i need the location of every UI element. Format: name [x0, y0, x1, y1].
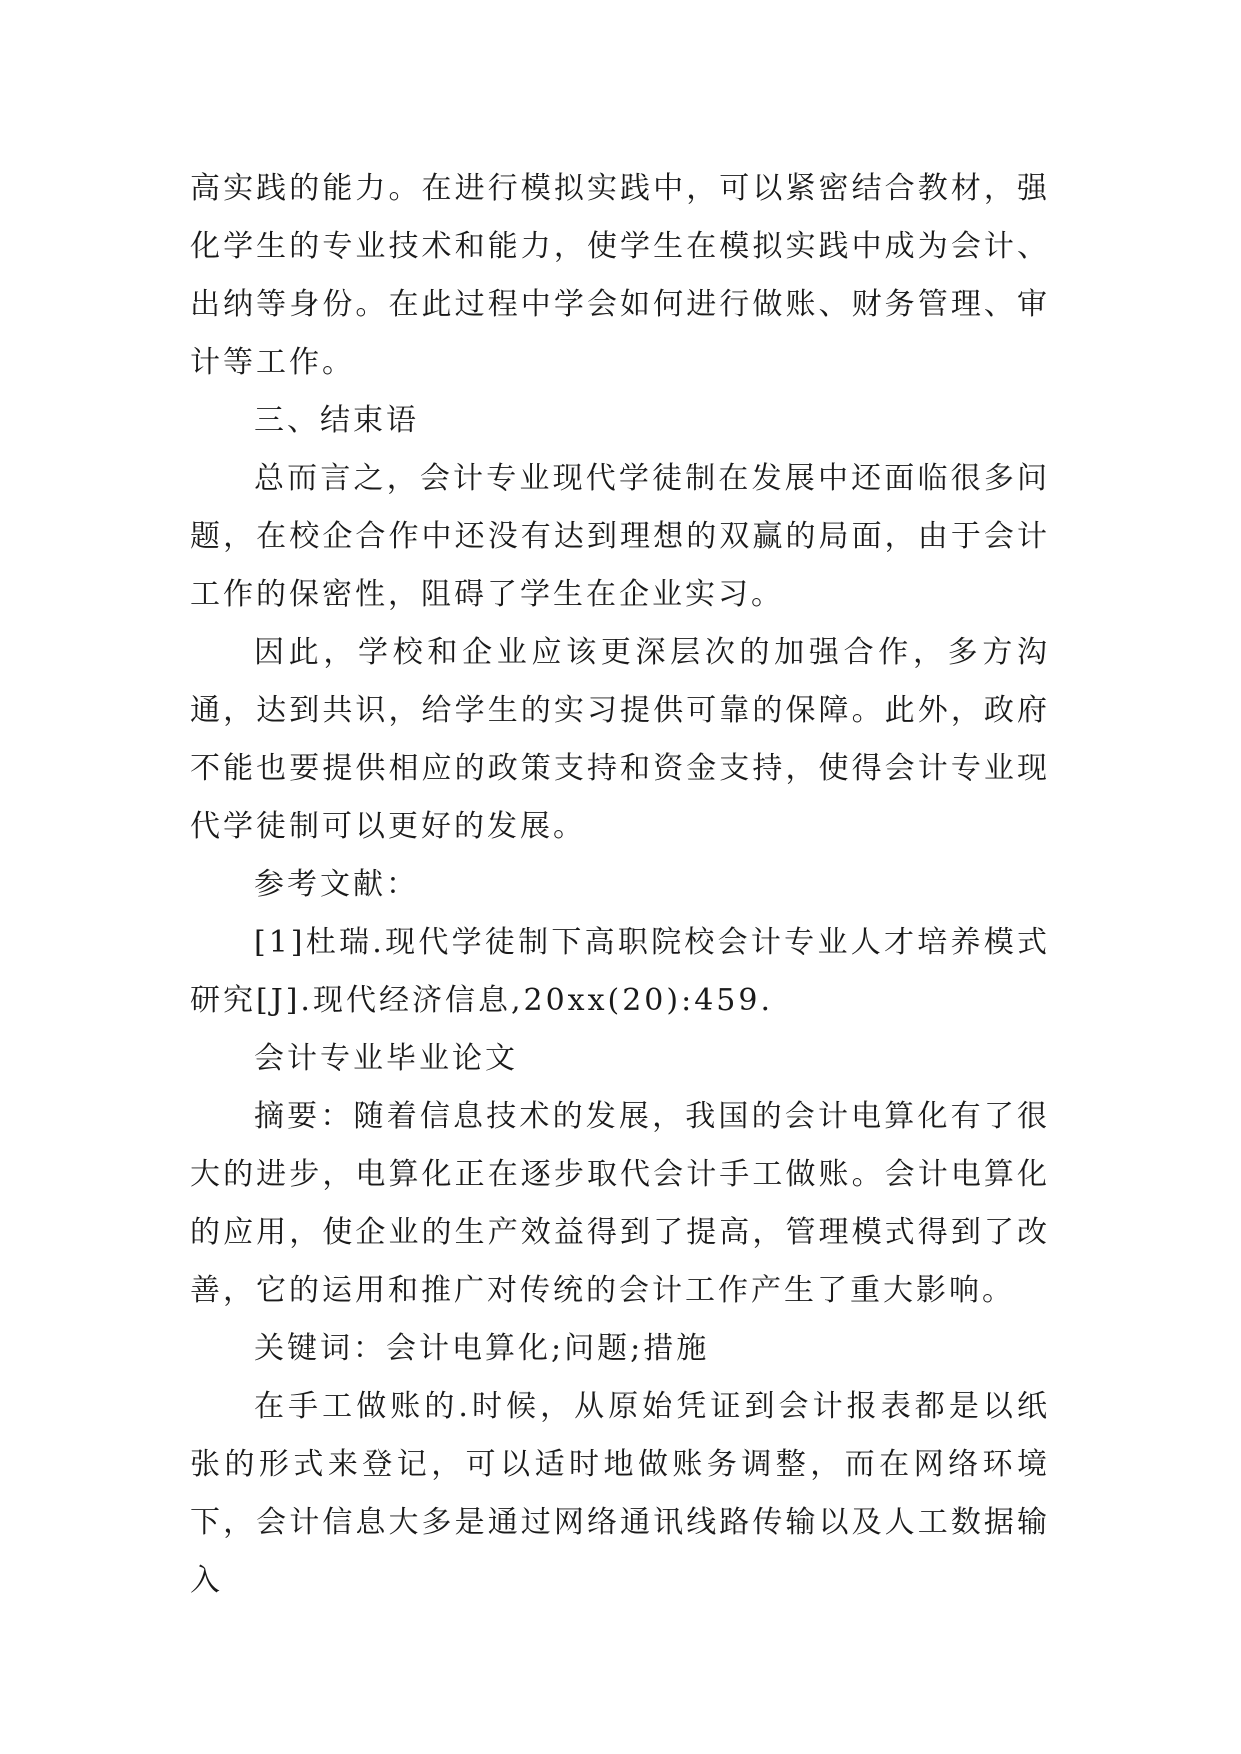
paper-title: 会计专业毕业论文	[254, 1041, 518, 1076]
section-heading: 三、结束语	[254, 403, 419, 438]
paragraph: 因此，学校和企业应该更深层次的加强合作，多方沟通，达到共识，给学生的实习提供可靠的保障。此外，政府不能也要提供相应的政策支持和资金支持，使得会计专业现代学徒制可以更好的发展。	[190, 635, 1050, 844]
abstract: 摘要：随着信息技术的发展，我国的会计电算化有了很大的进步，电算化正在逐步取代会计手工做账。会计电算化的应用，使企业的生产效益得到了提高，管理模式得到了改善，它的运用和推广对传统的会计工作产生了重大影响。	[190, 1099, 1050, 1308]
references-heading: 参考文献：	[254, 867, 419, 902]
paragraph: 总而言之，会计专业现代学徒制在发展中还面临很多问题，在校企合作中还没有达到理想的双赢的局面，由于会计工作的保密性，阻碍了学生在企业实习。	[190, 461, 1050, 612]
document-body	[190, 160, 1050, 1610]
reference-item: [1]杜瑞.现代学徒制下高职院校会计专业人才培养模式研究[J].现代经济信息,20xx(20):459.	[190, 925, 1050, 1018]
keywords: 关键词：会计电算化;问题;措施	[254, 1331, 710, 1366]
paragraph: 高实践的能力。在进行模拟实践中，可以紧密结合教材，强化学生的专业技术和能力，使学生在模拟实践中成为会计、出纳等身份。在此过程中学会如何进行做账、财务管理、审计等工作。	[190, 171, 1050, 380]
paragraph: 在手工做账的.时候，从原始凭证到会计报表都是以纸张的形式来登记，可以适时地做账务调整，而在网络环境下，会计信息大多是通过网络通讯线路传输以及人工数据输入	[190, 1389, 1050, 1598]
